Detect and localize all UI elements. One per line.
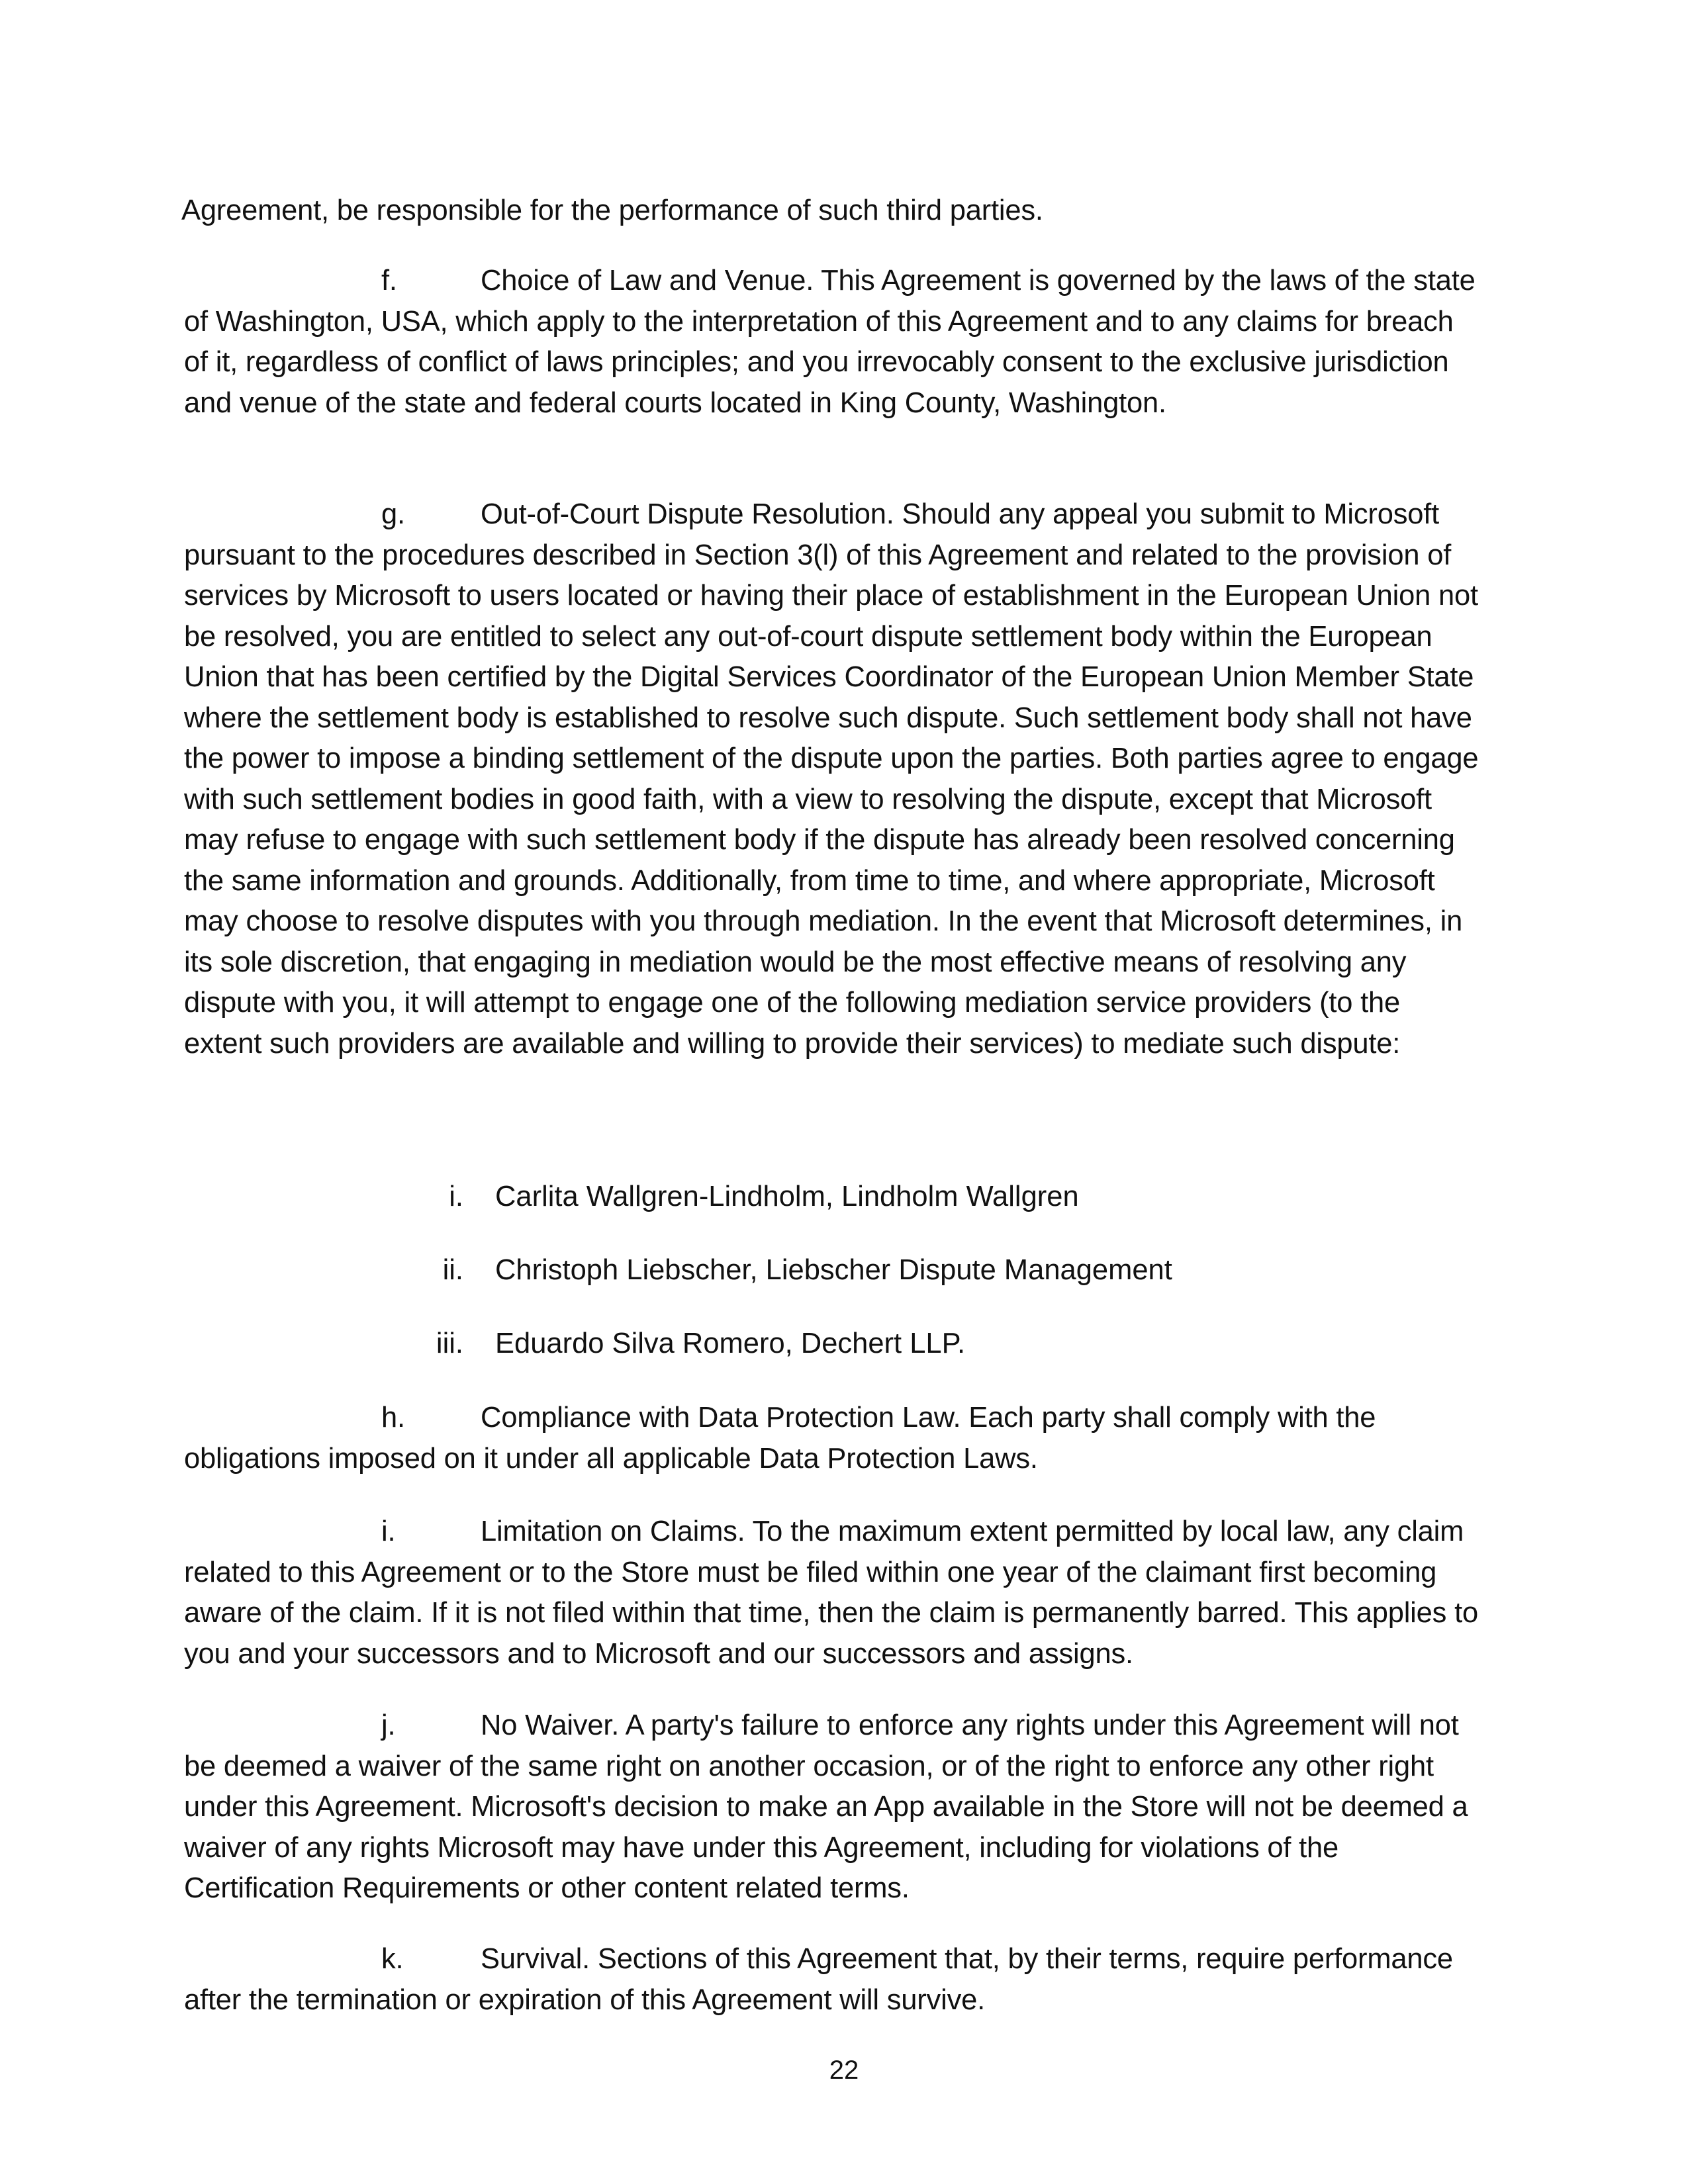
list-item-mediator: Eduardo Silva Romero, Dechert LLP. — [495, 1328, 966, 1359]
section-f — [184, 261, 1481, 424]
section-text: Out-of-Court Dispute Resolution. Should any appeal you submit to Microsoft pursuant to the procedures described in Section 3(l) of this Agreement and related to the provision of services by Microsoft to users located or having their place of establishment in the European Union not be resolved, you are entitled to select any out-of-court dispute settlement body within the European Union that has been certified by the Digital Services Coordinator of the European Union Member State where the settlement body is established to resolve such dispute. Such settlement body shall not have the power to impose a binding settlement of the dispute upon the parties. Both parties agree to engage with such settlement bodies in good faith, with a view to resolving the dispute, except that Microsoft may refuse to engage with such settlement body if the dispute has already been resolved concerning the same information and grounds. Additionally, from time to time, and where appropriate, Microsoft may choose to resolve disputes with you through mediation. In the event that Microsoft determines, in its sole discretion, that engaging in mediation would be the most effective means of resolving any dispute with you, it will attempt to engage one of the following mediation service providers (to the extent such providers are available and willing to provide their services) to mediate such dispute: — [184, 498, 1479, 1060]
continuation-text: Agreement, be responsible for the performance of such third parties. — [181, 195, 1043, 226]
section-text: No Waiver. A party's failure to enforce any rights under this Agreement will not be deemed a waiver of the same right on another occasion, or of the right to enforce any other right under this Agreement. Microsoft's decision to make an App available in the Store will not be deemed a waiver of any rights Microsoft may have under this Agreement, including for violations of the Certification Requirements or other content related terms. — [184, 1709, 1468, 1904]
section-i — [184, 1512, 1481, 1674]
page-number: 22 — [829, 2056, 859, 2085]
document-page: Agreement, be responsible for the performance of such third parties. f. Choice of Law and Venue. This Agreement is governed by the laws of the state of Washington, USA, which apply to the interpretation of this Agreement and to any claims for breach of it, regardless of conflict of laws principles; and you irrevocably consent to the exclusive jurisdiction and venue of the state and federal courts located in King County, Washington. g. Out-of-Court Dispute Resolution. Should any appeal you submit to Microsoft pursuant to the procedures described in Section 3(l) of this Agreement and related to the provision of services by Microsoft to users located or having their place of establishment in the European Union not be resolved, you are entitled to select any out-of-court dispute settlement body within the European Union that has been certified by the Digital Services Coordinator of the European Union Member State where the settlement body is established to resolve such dispute. Such settlement body shall not have the power to impose a binding settlement of the dispute upon the parties. Both parties agree to engage with such settlement bodies in good faith, with a view to resolving the dispute, except that Microsoft may refuse to engage with such settlement body if the dispute has already been resolved concerning the same information and grounds. Additionally, from time to time, and where appropriate, Microsoft may choose to resolve disputes with you through mediation. In the event that Microsoft determines, in its sole discretion, that engaging in mediation would be the most effective means of resolving any dispute with you, it will attempt to engage one of the following mediation service providers (to the extent such providers are available and willing to provide their services) to mediate such dispute: i. Carlita Wallgren-Lindholm, Lindholm Wallgren ii. Christoph Liebscher, Liebscher Dispute Management iii. Eduardo Silva Romero, Dechert LLP. h. Compliance with Data Protection Law. Each party shall comply with the obligations imposed on it under all applicable Data Protection Laws. i. Limitation on Claims. To the maximum extent permitted by local law, any claim related to this Agreement or to the Store must be filed within one year of the claimant first becoming aware of the claim. If it is not filed within that time, then the claim is permanently barred. This applies to you and your successors and to Microsoft and our successors and assigns. j. No Waiver. A party's failure to enforce any rights under this Agreement will not be deemed a waiver of the same right on another occasion, or of the right to enforce any other right under this Agreement. Microsoft's decision to make an App available in the Store will not be deemed a waiver of any rights Microsoft may have under this Agreement, including for violations of the Certification Requirements or other content related terms. k. Survival. Sections of this Agreement that, by their terms, require performance after the termination or expiration of this Agreement will survive. 22 — [0, 0, 1688, 2184]
section-text: Compliance with Data Protection Law. Each party shall comply with the obligations imposed on it under all applicable Data Protection Laws. — [184, 1402, 1376, 1475]
section-marker: j. — [381, 1709, 396, 1741]
section-marker: i. — [381, 1516, 396, 1547]
list-item-mediator: Carlita Wallgren-Lindholm, Lindholm Wallgren — [495, 1181, 1079, 1212]
section-marker: k. — [381, 1943, 404, 1975]
section-text: Survival. Sections of this Agreement that, by their terms, require performance after the termination or expiration of this Agreement will survive. — [184, 1943, 1453, 2016]
list-item-mediator: Christoph Liebscher, Liebscher Dispute Management — [495, 1254, 1172, 1286]
section-g — [184, 494, 1481, 1064]
section-h — [184, 1398, 1481, 1479]
section-text: Choice of Law and Venue. This Agreement is governed by the laws of the state of Washington, USA, which apply to the interpretation of this Agreement and to any claims for breach of it, regardless of conflict of laws principles; and you irrevocably consent to the exclusive jurisdiction and venue of the state and federal courts located in King County, Washington. — [184, 265, 1476, 419]
section-j — [184, 1706, 1481, 1909]
section-marker: h. — [381, 1402, 405, 1433]
section-text: Limitation on Claims. To the maximum extent permitted by local law, any claim related to this Agreement or to the Store must be filed within one year of the claimant first becoming aware of the claim. If it is not filed within that time, then the claim is permanently barred. This applies to you and your successors and to Microsoft and our successors and assigns. — [184, 1516, 1478, 1670]
section-k — [184, 1939, 1481, 2021]
section-marker: f. — [381, 265, 397, 296]
section-marker: g. — [381, 498, 405, 530]
